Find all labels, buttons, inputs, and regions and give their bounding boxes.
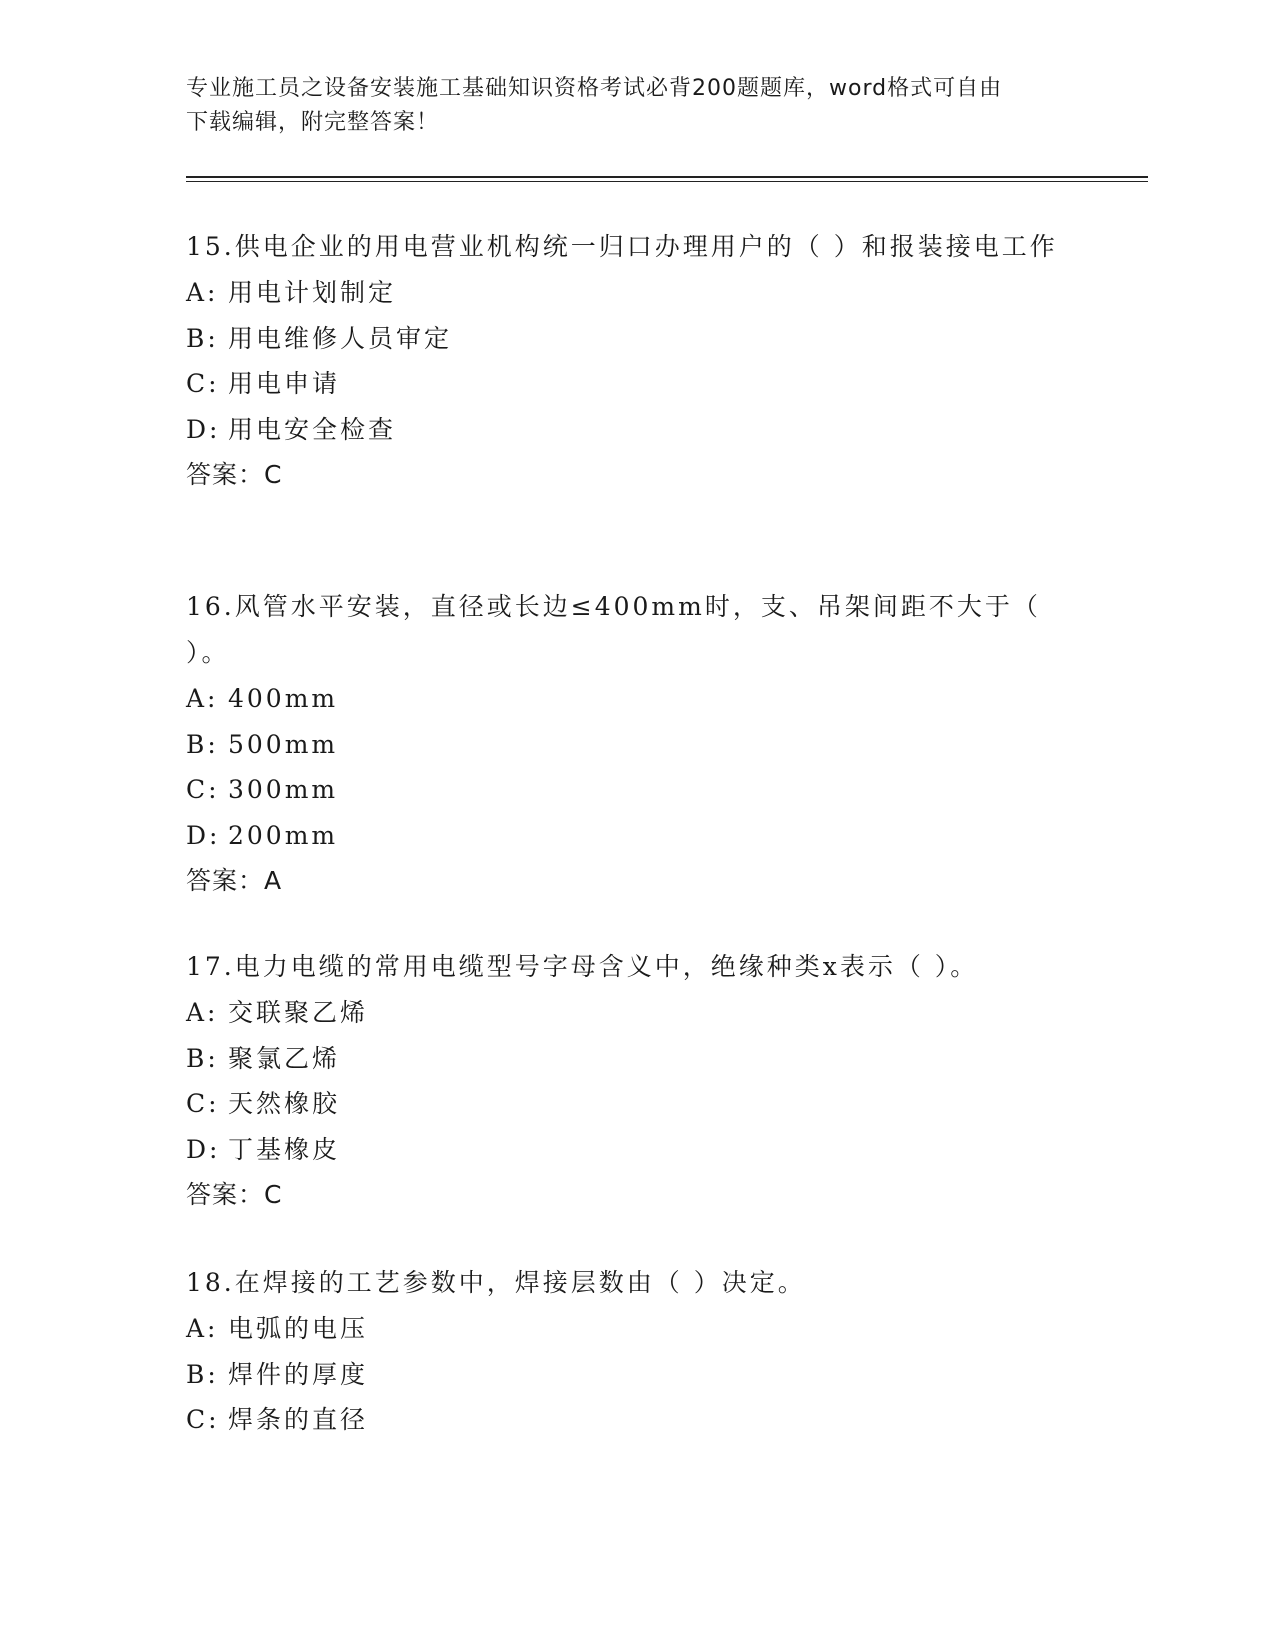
option-letter: D: bbox=[186, 1134, 221, 1164]
document-header bbox=[186, 72, 1066, 140]
option-text: 电弧的电压 bbox=[228, 1314, 369, 1343]
question-block-17 bbox=[186, 944, 1066, 1218]
option-text: 400mm bbox=[228, 684, 339, 713]
question-stem: 18.在焊接的工艺参数中，焊接层数由（ ）决定。 bbox=[186, 1268, 806, 1297]
option-letter: A: bbox=[186, 998, 219, 1027]
option-c bbox=[186, 361, 1066, 407]
option-text: 天然橡胶 bbox=[228, 1089, 341, 1118]
answer-text: 答案：A bbox=[186, 866, 283, 895]
option-text: 交联聚乙烯 bbox=[228, 998, 369, 1027]
option-text: 200mm bbox=[228, 820, 339, 850]
option-letter: B: bbox=[186, 323, 219, 353]
option-a bbox=[186, 676, 1066, 722]
option-b bbox=[186, 316, 1066, 362]
option-c bbox=[186, 767, 1066, 813]
option-letter: D: bbox=[186, 414, 221, 444]
option-text: 焊条的直径 bbox=[228, 1405, 369, 1434]
option-a bbox=[186, 1306, 1066, 1352]
option-text: 聚氯乙烯 bbox=[228, 1043, 341, 1073]
answer-text: 答案：C bbox=[186, 1180, 283, 1209]
option-letter: A: bbox=[186, 1314, 219, 1343]
option-text: 用电安全检查 bbox=[228, 414, 397, 444]
option-c bbox=[186, 1397, 1066, 1443]
option-letter: D: bbox=[186, 820, 221, 850]
option-letter: C: bbox=[186, 1089, 220, 1118]
header-title-line1: 专业施工员之设备安装施工基础知识资格考试必背200题题库，word格式可自由 bbox=[186, 76, 1003, 101]
question-stem: 16.风管水平安装，直径或长边≤400mm时，支、吊架间距不大于（ ）。 bbox=[186, 592, 1041, 667]
option-b bbox=[186, 722, 1066, 768]
answer-text: 答案：C bbox=[186, 460, 283, 489]
question-stem: 15.供电企业的用电营业机构统一归口办理用户的（ ）和报装接电工作 bbox=[186, 232, 1058, 261]
option-b bbox=[186, 1352, 1066, 1398]
option-text: 用电申请 bbox=[228, 369, 341, 398]
question-block-18 bbox=[186, 1260, 1066, 1443]
option-d bbox=[186, 407, 1066, 453]
option-letter: C: bbox=[186, 775, 220, 804]
option-text: 500mm bbox=[228, 729, 339, 759]
option-text: 用电维修人员审定 bbox=[228, 323, 453, 353]
question-block-15 bbox=[186, 224, 1066, 498]
option-letter: B: bbox=[186, 729, 219, 759]
option-letter: A: bbox=[186, 278, 219, 307]
option-text: 用电计划制定 bbox=[228, 278, 397, 307]
option-b bbox=[186, 1036, 1066, 1082]
option-letter: B: bbox=[186, 1359, 219, 1389]
header-divider-thick bbox=[186, 176, 1148, 178]
option-c bbox=[186, 1081, 1066, 1127]
option-text: 丁基橡皮 bbox=[228, 1134, 341, 1164]
option-text: 300mm bbox=[228, 775, 339, 804]
option-letter: A: bbox=[186, 684, 219, 713]
option-letter: C: bbox=[186, 369, 220, 398]
option-a bbox=[186, 990, 1066, 1036]
header-divider-thin bbox=[186, 181, 1148, 182]
option-letter: C: bbox=[186, 1405, 220, 1434]
option-letter: B: bbox=[186, 1043, 219, 1073]
question-stem: 17.电力电缆的常用电缆型号字母含义中，绝缘种类x表示（ ）。 bbox=[186, 952, 979, 981]
option-d bbox=[186, 1127, 1066, 1173]
option-a bbox=[186, 270, 1066, 316]
option-text: 焊件的厚度 bbox=[228, 1359, 369, 1389]
option-d bbox=[186, 813, 1066, 859]
header-title-line2: 下载编辑，附完整答案！ bbox=[186, 110, 440, 135]
question-block-16 bbox=[186, 584, 1066, 904]
